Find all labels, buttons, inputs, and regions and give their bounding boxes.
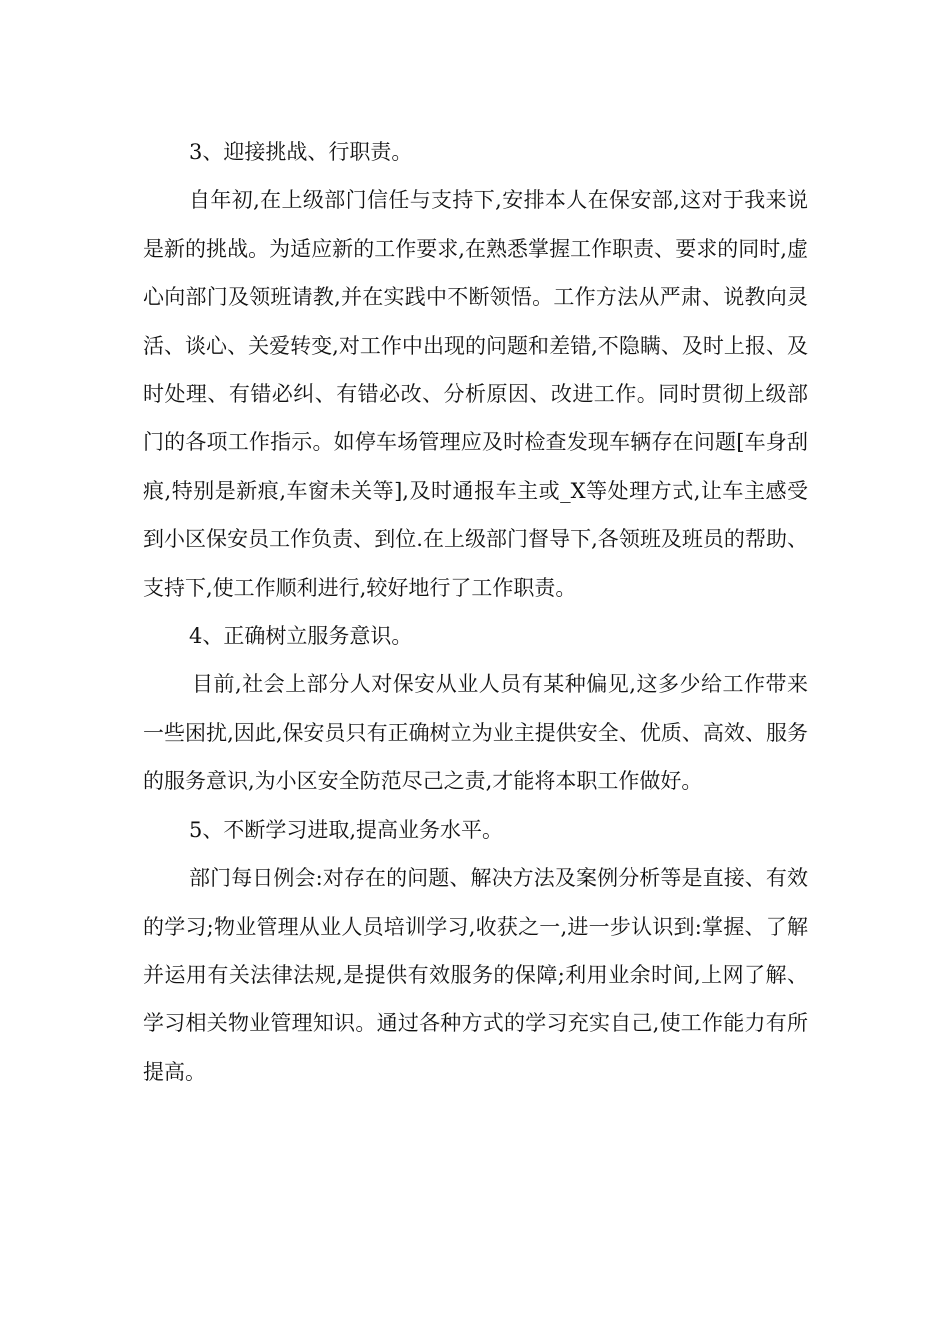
section-heading-5: 5、不断学习进取,提高业务水平。 — [189, 817, 504, 842]
document-page — [143, 128, 808, 1096]
section-heading-4: 4、正确树立服务意识。 — [189, 624, 413, 649]
section-body-5: 部门每日例会:对存在的问题、解决方法及案例分析等是直接、有效的学习;物业管理从业人员培训学习,收获之一,进一步认识到:掌握、了解并运用有关法律法规,是提供有效服务的保障;利用业余时间,上网了解、学习相关物业管理知识。通过各种方式的学习充实自己,使工作能力有所提高。 — [143, 866, 808, 1084]
section-body-3: 自年初,在上级部门信任与支持下,安排本人在保安部,这对于我来说是新的挑战。为适应新的工作要求,在熟悉掌握工作职责、要求的同时,虚心向部门及领班请教,并在实践中不断领悟。工作方法从严肃、说教向灵活、谈心、关爱转变,对工作中出现的问题和差错,不隐瞒、及时上报、及时处理、有错必纠、有错必改、分析原因、改进工作。同时贯彻上级部门的各项工作指示。如停车场管理应及时检查发现车辆存在问题[车身刮痕,特别是新痕,车窗未关等],及时通报车主或_X等处理方式,让车主感受到小区保安员工作负责、到位.在上级部门督导下,各领班及班员的帮助、支持下,使工作顺利进行,较好地行了工作职责。 — [143, 188, 808, 600]
section-body-4: 目前,社会上部分人对保安从业人员有某种偏见,这多少给工作带来一些困扰,因此,保安员只有正确树立为业主提供安全、优质、高效、服务的服务意识,为小区安全防范尽己之责,才能将本职工作做好。 — [143, 672, 808, 794]
section-heading-3: 3、迎接挑战、行职责。 — [189, 140, 413, 164]
